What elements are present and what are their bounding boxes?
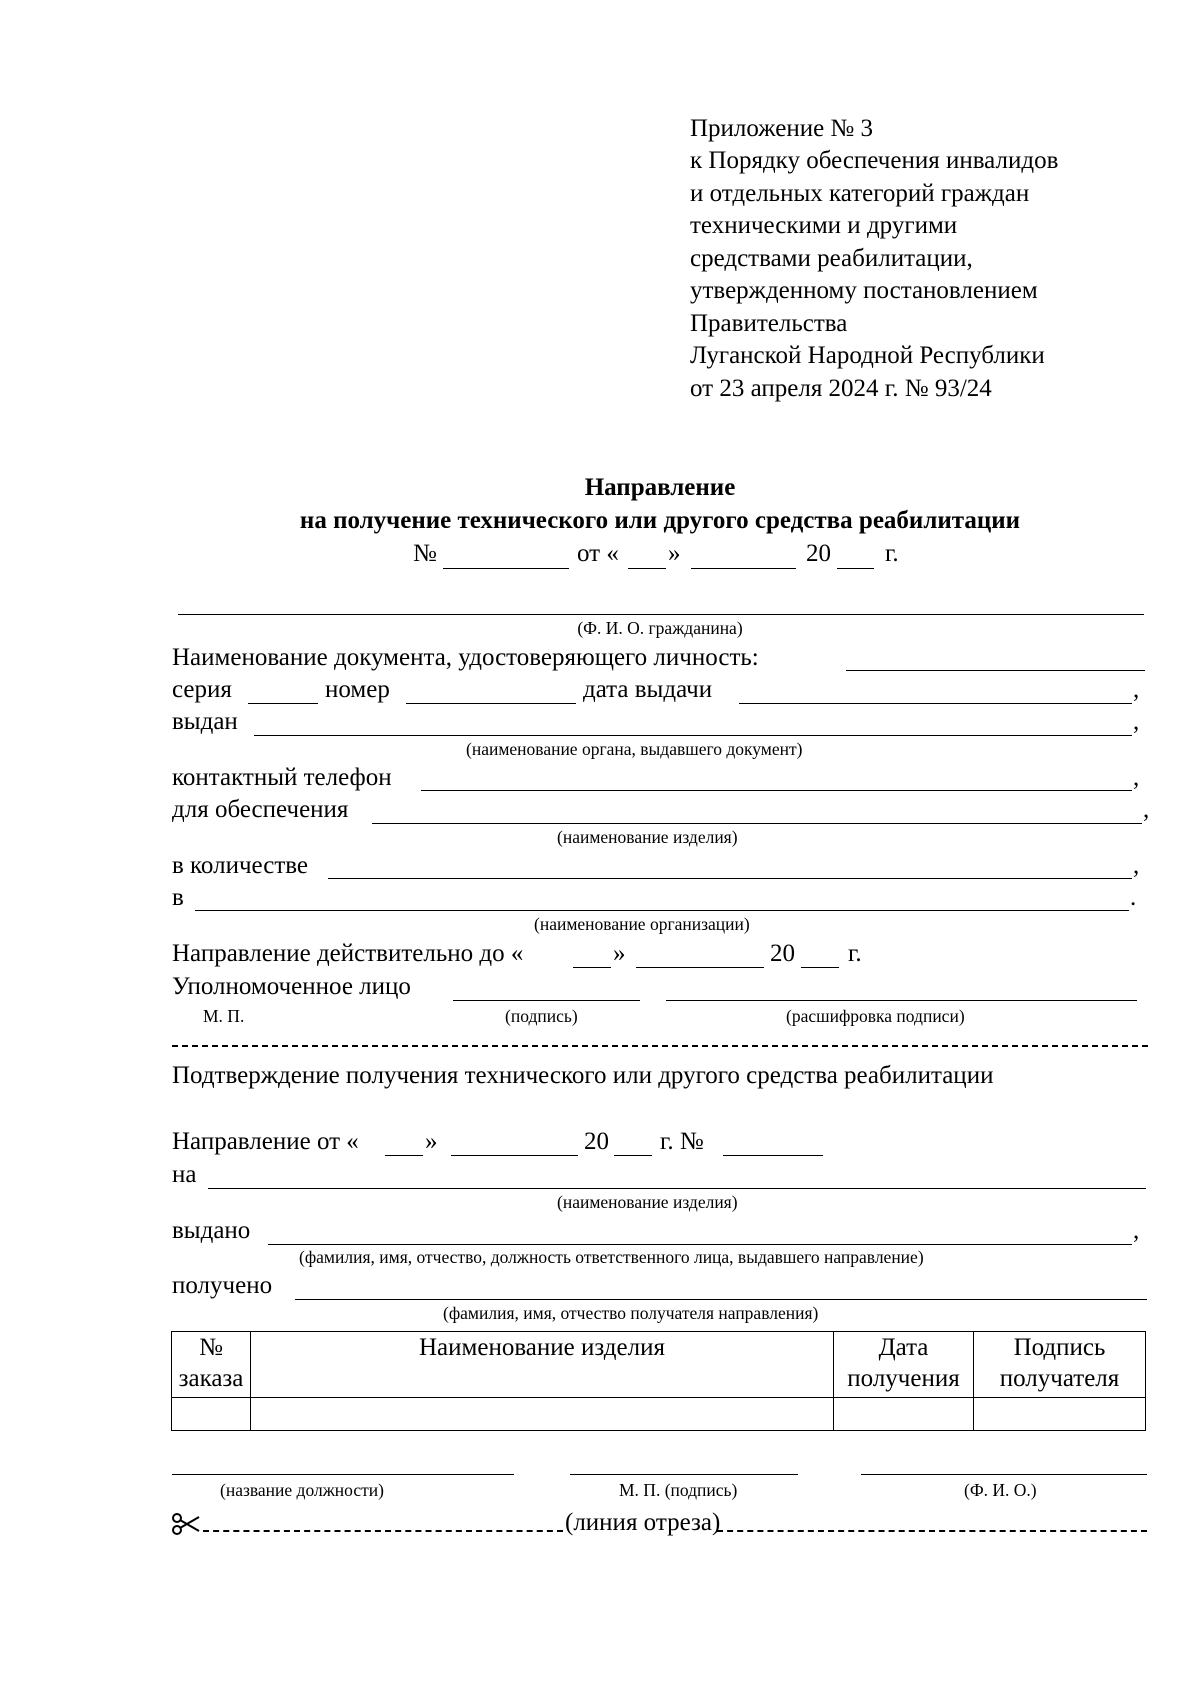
title-day-field[interactable] xyxy=(628,568,666,569)
header-receipt-date xyxy=(834,1332,974,1398)
comma: , xyxy=(1133,764,1140,791)
appendix-line: утвержденному постановлением xyxy=(690,277,1038,304)
citizen-fio-field[interactable] xyxy=(178,614,1144,615)
stamp-signature-field[interactable] xyxy=(570,1474,798,1475)
table-row xyxy=(172,1398,1146,1431)
issuer-caption: (наименование органа, выдавшего документ) xyxy=(466,739,803,759)
appendix-line: Приложение № 3 xyxy=(690,115,874,142)
comma: , xyxy=(1133,852,1140,879)
period: . xyxy=(1130,884,1137,911)
header-text: получения xyxy=(847,1365,960,1392)
table-header-row xyxy=(172,1332,1146,1398)
signature-caption: (подпись) xyxy=(505,1006,578,1026)
issued-caption: (фамилия, имя, отчество, должность ответственного лица, выдавшего направление) xyxy=(299,1247,924,1267)
appendix-line: средствами реабилитации, xyxy=(690,245,973,272)
stamp-signature-caption: М. П. (подпись) xyxy=(619,1480,738,1500)
confirmation-year-suffix: г. № xyxy=(660,1128,704,1155)
header-order-no xyxy=(172,1332,251,1398)
issued-field[interactable] xyxy=(268,1244,1132,1245)
confirmation-quote-close: » xyxy=(425,1128,438,1155)
scissors-icon xyxy=(171,1512,201,1536)
table-cell[interactable] xyxy=(172,1398,251,1431)
footer-fio-field[interactable] xyxy=(861,1474,1147,1475)
comma: , xyxy=(1133,708,1140,735)
appendix-line: к Порядку обеспечения инвалидов xyxy=(690,147,1059,174)
title-year-field[interactable] xyxy=(837,568,874,569)
valid-day-field[interactable] xyxy=(573,967,611,968)
valid-until-text: Направление действительно до « xyxy=(172,940,524,967)
comma: , xyxy=(1133,676,1140,703)
number-field[interactable] xyxy=(406,703,576,704)
dashed-separator xyxy=(172,1045,1148,1047)
issued-label: выдано xyxy=(172,1217,251,1244)
header-recipient-signature xyxy=(974,1332,1146,1398)
issued-by-label: выдан xyxy=(172,708,238,735)
supply-label: для обеспечения xyxy=(172,796,349,823)
stamp-caption: М. П. xyxy=(203,1006,245,1026)
phone-label: контактный телефон xyxy=(172,764,392,791)
doc-subtitle: на получение технического или другого средства реабилитации xyxy=(299,507,1021,534)
appendix-line: от 23 апреля 2024 г. № 93/24 xyxy=(690,375,992,402)
title-year-prefix: 20 xyxy=(806,540,831,567)
appendix-line: Правительства xyxy=(690,310,848,337)
header-text: получателя xyxy=(999,1365,1120,1392)
valid-month-field[interactable] xyxy=(636,967,764,968)
comma: , xyxy=(1143,796,1150,823)
title-month-field[interactable] xyxy=(691,568,796,569)
cut-line-left xyxy=(203,1530,563,1532)
header-item-name xyxy=(251,1332,834,1398)
org-caption: (наименование организации) xyxy=(534,914,750,934)
appendix-line: и отдельных категорий граждан xyxy=(690,180,1030,207)
cut-line-label: (линия отреза) xyxy=(565,1509,721,1536)
doc-name-field[interactable] xyxy=(846,670,1145,671)
title-no-sign: № xyxy=(413,540,437,567)
supply-field[interactable] xyxy=(372,823,1142,824)
decoding-caption: (расшифровка подписи) xyxy=(786,1006,965,1026)
header-text: заказа xyxy=(178,1365,244,1392)
appendix-line: Луганской Народной Республики xyxy=(690,342,1045,369)
confirmation-heading: Подтверждение получения технического или другого средства реабилитации xyxy=(172,1062,994,1089)
confirmation-day-field[interactable] xyxy=(385,1155,423,1156)
cut-line-right xyxy=(717,1530,1147,1532)
table-cell[interactable] xyxy=(251,1398,834,1431)
item-caption: (наименование изделия) xyxy=(557,827,738,847)
issue-date-label: дата выдачи xyxy=(583,676,713,703)
organization-field[interactable] xyxy=(195,910,1129,911)
header-text: Подпись xyxy=(1013,1334,1106,1361)
doc-label: Наименование документа, удостоверяющего личность: xyxy=(172,644,759,671)
confirmation-month-field[interactable] xyxy=(451,1155,578,1156)
received-label: получено xyxy=(172,1272,273,1299)
confirmation-number-field[interactable] xyxy=(723,1155,823,1156)
issue-date-field[interactable] xyxy=(739,703,1132,704)
table-cell[interactable] xyxy=(834,1398,974,1431)
header-text: № xyxy=(199,1334,223,1361)
valid-year-prefix: 20 xyxy=(770,940,795,967)
title-number-field[interactable] xyxy=(443,568,569,569)
for-label: на xyxy=(172,1161,197,1188)
confirmation-year-field[interactable] xyxy=(614,1155,652,1156)
position-caption: (название должности) xyxy=(220,1480,384,1500)
header-text: Дата xyxy=(878,1334,929,1361)
valid-year-suffix: г. xyxy=(848,940,862,967)
received-field[interactable] xyxy=(295,1299,1147,1300)
header-text: Наименование изделия xyxy=(419,1334,665,1361)
authorized-decoding-field[interactable] xyxy=(666,1000,1137,1001)
authorized-label: Уполномоченное лицо xyxy=(172,973,411,1000)
doc-title: Направление xyxy=(584,474,736,501)
title-from-text: от « xyxy=(577,540,619,567)
title-quote-close: » xyxy=(668,540,681,567)
title-year-suffix: г. xyxy=(885,540,899,567)
valid-year-field[interactable] xyxy=(801,967,839,968)
received-caption: (фамилия, имя, отчество получателя направления) xyxy=(443,1303,819,1323)
series-field[interactable] xyxy=(248,703,318,704)
confirmation-year-prefix: 20 xyxy=(584,1128,609,1155)
quantity-label: в количестве xyxy=(172,852,309,879)
position-field[interactable] xyxy=(172,1474,514,1475)
footer-fio-caption: (Ф. И. О.) xyxy=(964,1480,1037,1500)
table-cell[interactable] xyxy=(974,1398,1146,1431)
valid-quote-close: » xyxy=(613,940,626,967)
authorized-signature-field[interactable] xyxy=(453,1000,640,1001)
phone-field[interactable] xyxy=(421,790,1132,791)
in-label: в xyxy=(172,884,184,911)
confirmation-direction-text: Направление от « xyxy=(172,1128,359,1155)
quantity-field[interactable] xyxy=(328,878,1132,879)
confirmation-item-caption: (наименование изделия) xyxy=(557,1192,738,1212)
receipt-table xyxy=(171,1331,1146,1431)
number-label: номер xyxy=(325,676,390,703)
series-label: серия xyxy=(172,676,232,703)
confirmation-item-field[interactable] xyxy=(208,1188,1146,1189)
fio-caption: (Ф. И. О. гражданина) xyxy=(577,618,743,638)
comma: , xyxy=(1133,1217,1140,1244)
issued-by-field[interactable] xyxy=(254,735,1132,736)
appendix-line: техническими и другими xyxy=(690,212,958,239)
